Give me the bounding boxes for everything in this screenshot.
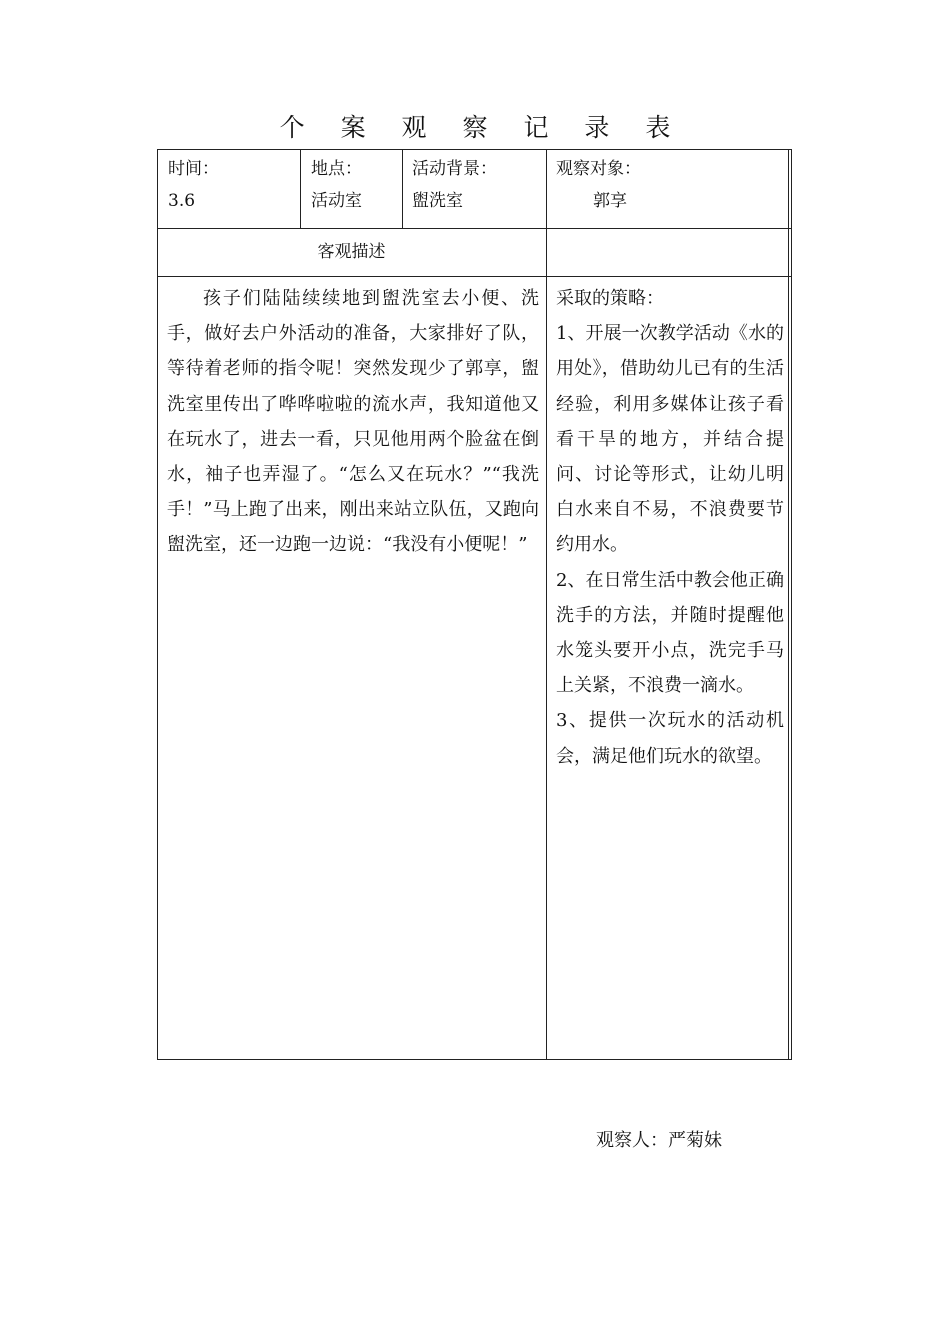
page-title: 个 案 观 察 记 录 表	[279, 113, 685, 142]
description-text: 孩子们陆陆续续地到盥洗室去小便、洗手，做好去户外活动的准备，大家排好了队，等待着老师的指令呢！突然发现少了郭享，盥洗室里传出了哗哗啦啦的流水声，我知道他又在玩水了，进去一看，只见他用两个脸盆在倒水，袖子也弄湿了。“怎么又在玩水？”“我洗手！”马上跑了出来，刚出来站立队伍，又跑向盥洗室，还一边跑一边说：“我没有小便呢！”	[167, 288, 539, 556]
place-value: 活动室	[311, 191, 362, 211]
divider-time-place	[300, 149, 301, 228]
description-heading: 客观描述	[317, 242, 386, 262]
place-cell	[311, 153, 401, 217]
table-border-top	[157, 149, 792, 150]
strategy-item-2: 2、在日常生活中教会他正确洗手的方法，并随时提醒他水笼头要开小点，洗完手马上关紧，不浪费一滴水。	[556, 569, 784, 697]
strategy-item-3: 3、提供一次玩水的活动机会，满足他们玩水的欲望。	[556, 710, 784, 767]
table-border-right-double	[791, 149, 792, 1060]
strategy-heading: 采取的策略：	[556, 288, 664, 309]
subject-label: 观察对象：	[556, 159, 641, 179]
time-label: 时间：	[168, 159, 219, 179]
observer-signature: 观察人：严菊妹	[596, 1130, 722, 1151]
time-value: 3.6	[168, 191, 196, 211]
place-label: 地点：	[311, 159, 362, 179]
strategy-item-1: 1、开展一次教学活动《水的用处》，借助幼儿已有的生活经验，利用多媒体让孩子看看干旱的地方，并结合提问、讨论等形式，让幼儿明白水来自不易，不浪费要节约用水。	[556, 323, 784, 556]
observation-table	[157, 149, 792, 1060]
divider-place-background	[402, 149, 403, 228]
divider-main-column	[546, 149, 547, 1060]
subject-value: 郭享	[593, 191, 627, 211]
background-value: 盥洗室	[412, 191, 463, 211]
background-cell	[412, 153, 544, 217]
background-label: 活动背景：	[412, 159, 497, 179]
table-border-right	[788, 149, 789, 1060]
strategy-cell	[556, 281, 784, 774]
table-border-left	[157, 149, 158, 1060]
subject-cell	[556, 153, 786, 217]
row-divider-description	[157, 276, 792, 277]
time-cell	[168, 153, 298, 217]
table-border-bottom	[157, 1059, 792, 1060]
